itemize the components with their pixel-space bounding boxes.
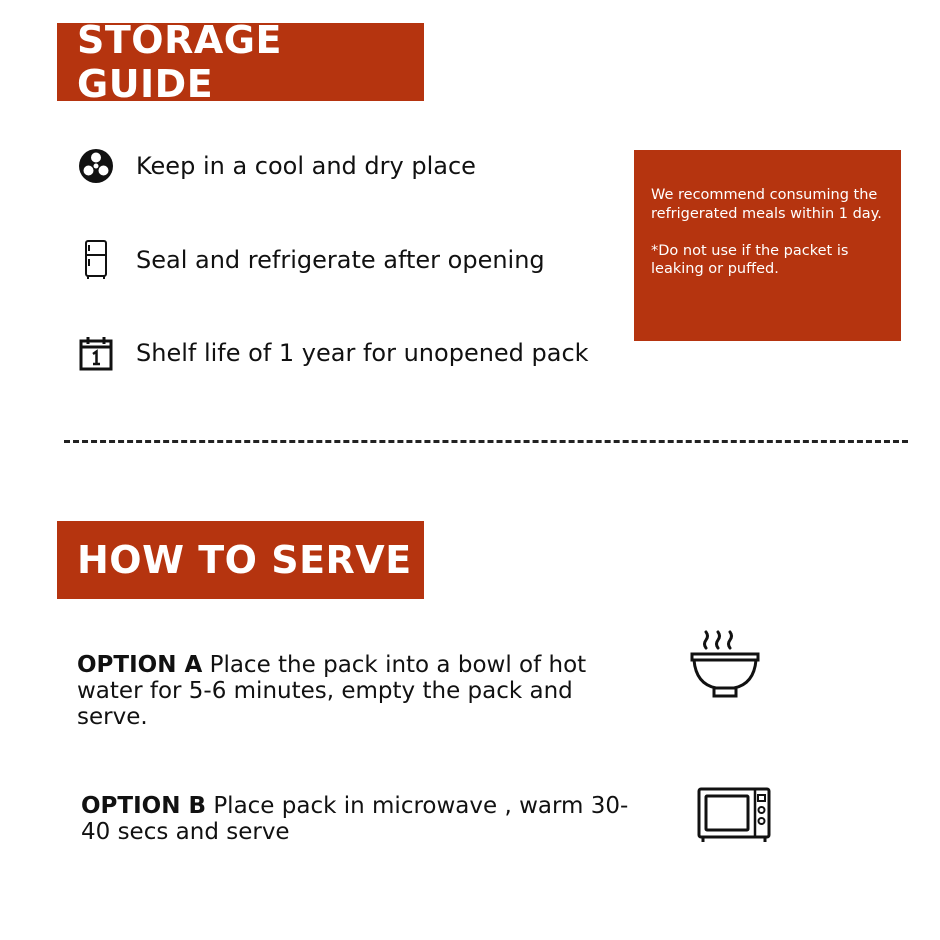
microwave-icon (697, 786, 773, 844)
fridge-icon (76, 240, 116, 280)
how-to-serve-heading (57, 521, 424, 599)
how-to-serve-heading-text: HOW TO SERVE (77, 538, 412, 582)
option-a-label: OPTION A (77, 652, 203, 678)
option-b (81, 793, 641, 845)
option-a (77, 652, 637, 730)
storage-item-text: Keep in a cool and dry place (136, 152, 476, 180)
option-b-label: OPTION B (81, 793, 206, 819)
storage-item-shelf-life (76, 333, 589, 373)
storage-item-text: Seal and refrigerate after opening (136, 246, 545, 274)
storage-guide-heading (57, 18, 424, 106)
refrigeration-note (634, 150, 901, 341)
packet-warning-text: *Do not use if the packet is leaking or puffed. (651, 242, 849, 277)
storage-item-refrigerate (76, 240, 545, 280)
storage-item-cool-dry (76, 146, 476, 186)
storage-guide-heading-text: STORAGE GUIDE (77, 18, 282, 106)
option-b-text: Place pack in microwave , warm 30-40 secs and serve (81, 793, 629, 845)
refrigeration-note-text: We recommend consuming the refrigerated meals within 1 day. (651, 187, 882, 222)
section-divider (64, 440, 908, 443)
fan-icon (76, 146, 116, 186)
hot-bowl-icon (688, 626, 762, 700)
calendar-icon (76, 333, 116, 373)
storage-item-text: Shelf life of 1 year for unopened pack (136, 339, 589, 367)
option-a-text: Place the pack into a bowl of hot water for 5-6 minutes, empty the pack and serve. (77, 652, 587, 730)
